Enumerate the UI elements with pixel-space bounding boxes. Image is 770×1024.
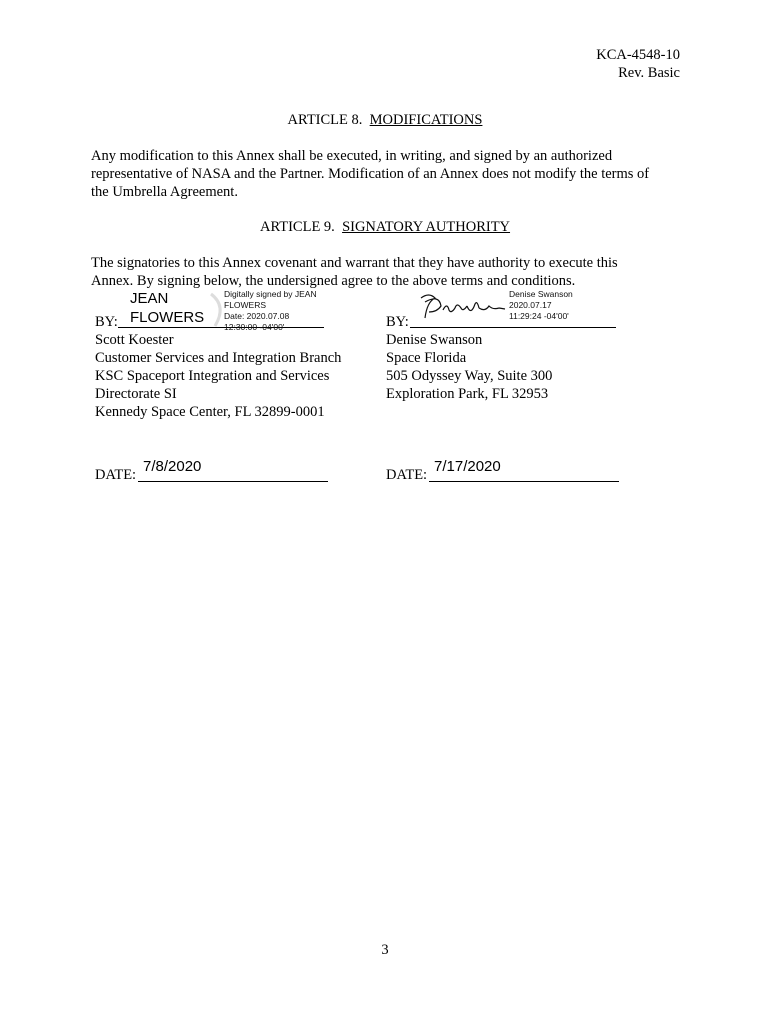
right-signatory-address <box>386 331 666 403</box>
article-8-label: ARTICLE 8. <box>287 112 363 128</box>
right-date-label: DATE: <box>386 467 428 483</box>
address-line: Denise Swanson <box>386 332 483 348</box>
article-8-body <box>91 147 691 201</box>
stamp-line: 2020.07.17 <box>509 300 552 310</box>
stamp-line: 11:29:24 -04'00' <box>509 311 569 321</box>
document-header <box>480 46 680 82</box>
address-line: Scott Koester <box>95 332 174 348</box>
article-9-title: SIGNATORY AUTHORITY <box>342 219 511 235</box>
article-8-line: Any modification to this Annex shall be executed, in writing, and signed by an authorized <box>91 148 613 164</box>
right-digital-signature-stamp <box>509 289 573 322</box>
left-date-value: 7/8/2020 <box>143 458 202 475</box>
article-9-body <box>91 254 691 290</box>
stamp-line: 12:30:00 -04'00' <box>224 322 285 332</box>
stamp-line: Date: 2020.07.08 <box>224 311 290 321</box>
left-date-line <box>138 481 328 482</box>
address-line: Customer Services and Integration Branch <box>95 350 342 366</box>
handwritten-signature-icon <box>415 290 507 324</box>
right-by-label: BY: <box>386 314 409 330</box>
address-line: Space Florida <box>386 350 467 366</box>
article-8-line: the Umbrella Agreement. <box>91 184 238 200</box>
left-signer-last-name: FLOWERS <box>130 309 205 326</box>
left-by-label: BY: <box>95 314 118 330</box>
article-8-heading <box>0 111 770 129</box>
address-line: KSC Spaceport Integration and Services <box>95 368 330 384</box>
left-digital-signature-stamp <box>224 289 317 333</box>
article-9-line: The signatories to this Annex covenant and warrant that they have authority to execute this <box>91 255 618 271</box>
address-line: 505 Odyssey Way, Suite 300 <box>386 368 553 384</box>
article-8-line: representative of NASA and the Partner. Modification of an Annex does not modify the terms of <box>91 166 650 182</box>
stamp-line: Digitally signed by JEAN <box>224 289 317 299</box>
right-signature-line <box>410 327 616 328</box>
article-9-label: ARTICLE 9. <box>259 219 335 235</box>
left-date-label: DATE: <box>95 467 137 483</box>
address-line: Kennedy Space Center, FL 32899-0001 <box>95 404 325 420</box>
left-signatory-address <box>95 331 375 421</box>
page-number: 3 <box>381 942 389 958</box>
address-line: Exploration Park, FL 32953 <box>386 386 549 402</box>
revision-label: Rev. Basic <box>618 65 680 81</box>
stamp-line: FLOWERS <box>224 300 267 310</box>
left-signer-first-name: JEAN <box>130 290 169 307</box>
article-8-title: MODIFICATIONS <box>369 112 483 128</box>
document-id: KCA-4548-10 <box>596 47 680 63</box>
right-date-line <box>429 481 619 482</box>
article-9-heading <box>0 218 770 236</box>
stamp-line: Denise Swanson <box>509 289 573 299</box>
address-line: Directorate SI <box>95 386 177 402</box>
right-date-value: 7/17/2020 <box>434 458 501 475</box>
article-9-line: Annex. By signing below, the undersigned agree to the above terms and conditions. <box>91 273 576 289</box>
